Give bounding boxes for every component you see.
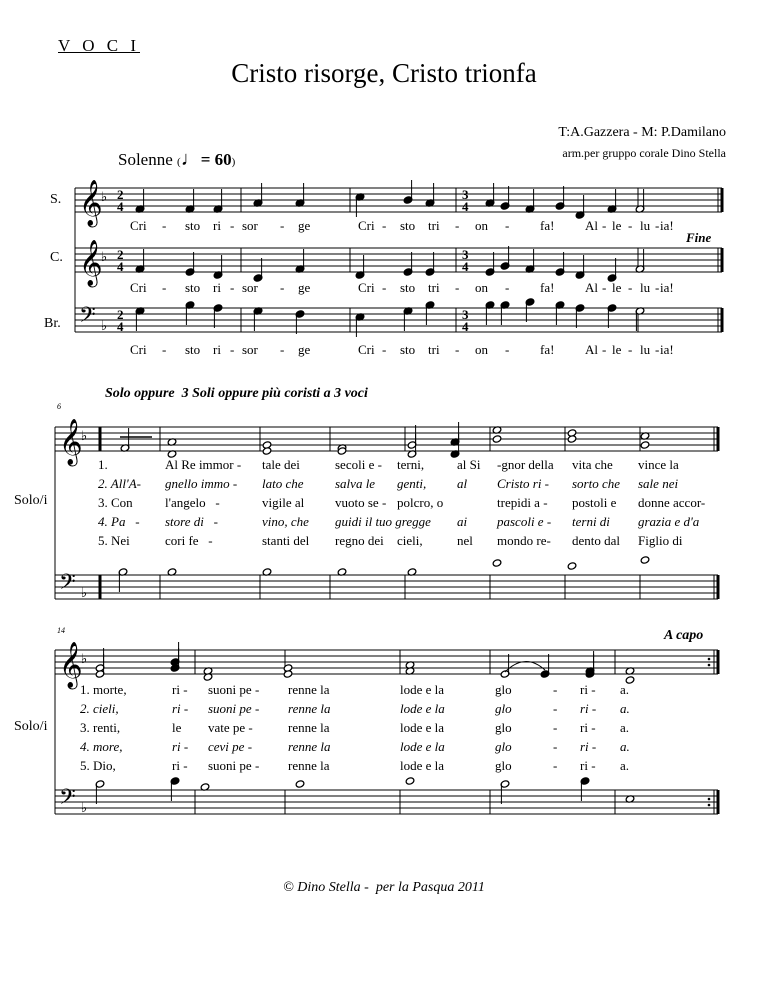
label-contralto: C. bbox=[50, 250, 63, 265]
lyric-syllable: - bbox=[628, 218, 633, 233]
lyric-syllable: ri - bbox=[580, 758, 596, 773]
lyric-syllable: - bbox=[280, 342, 285, 357]
lyric-syllable: - bbox=[628, 280, 633, 295]
lyric-syllable: ri - bbox=[580, 720, 596, 735]
lyric-syllable: - bbox=[553, 701, 558, 716]
lyric-syllable: lode e la bbox=[400, 682, 445, 697]
lyric-syllable: 4. more, bbox=[80, 739, 123, 754]
bass-clef-icon: 𝄢 bbox=[59, 785, 76, 815]
flat-key-signature-icon: ♭ bbox=[81, 429, 88, 444]
lyric-syllable: suoni pe - bbox=[208, 758, 260, 773]
lyric-syllable: glo bbox=[495, 758, 512, 773]
lyric-syllable: stanti del bbox=[262, 533, 310, 548]
lyric-syllable: ri - bbox=[580, 739, 597, 754]
tempo-paren: ( bbox=[177, 156, 181, 168]
credits-arranger: arm.per gruppo corale Dino Stella bbox=[562, 146, 726, 160]
lyric-syllable: vince la bbox=[638, 457, 679, 472]
lyric-syllable: ri - bbox=[580, 682, 596, 697]
fine-marking: Fine bbox=[686, 230, 712, 245]
lyric-syllable: Cri bbox=[358, 342, 375, 357]
lyric-syllable: - bbox=[655, 218, 660, 233]
lyric-syllable: 4. Pa - bbox=[98, 514, 140, 529]
time-signature: 4 bbox=[462, 259, 469, 274]
lyric-syllable: Cri bbox=[130, 218, 147, 233]
lyric-syllable: glo bbox=[495, 701, 512, 716]
tempo-word: Solenne bbox=[118, 150, 173, 169]
lyric-syllable: terni, bbox=[397, 457, 425, 472]
label-soprano: S. bbox=[50, 192, 62, 207]
lyric-syllable: - bbox=[162, 280, 167, 295]
lyric-syllable: - bbox=[162, 342, 167, 357]
flat-key-signature-icon: ♭ bbox=[81, 586, 88, 601]
lyric-syllable: l'angelo - bbox=[165, 495, 220, 510]
lyric-syllable: le bbox=[612, 342, 622, 357]
time-signature: 2 bbox=[117, 307, 124, 322]
measure-number: 14 bbox=[57, 626, 65, 635]
lyric-syllable: ge bbox=[298, 342, 311, 357]
lyric-syllable: - bbox=[382, 218, 387, 233]
lyric-syllable: on bbox=[475, 280, 488, 295]
lyric-syllable: lode e la bbox=[400, 739, 445, 754]
lyric-syllable: - bbox=[382, 280, 387, 295]
lyric-syllable: - bbox=[655, 280, 660, 295]
lyric-syllable: le bbox=[172, 720, 182, 735]
lyric-syllable: - bbox=[230, 280, 235, 295]
note-head bbox=[567, 435, 577, 443]
lyric-syllable: 1. bbox=[98, 457, 108, 472]
lyric-syllable: vate pe - bbox=[208, 720, 253, 735]
lyric-syllable: vino, che bbox=[262, 514, 309, 529]
lyric-syllable: 1. morte, bbox=[80, 682, 127, 697]
lyric-syllable: a. bbox=[620, 739, 630, 754]
note-head bbox=[567, 562, 577, 570]
lyric-syllable: mondo re- bbox=[497, 533, 551, 548]
time-signature: 2 bbox=[117, 187, 124, 202]
lyric-syllable: renne la bbox=[288, 682, 330, 697]
lyric-syllable: ia! bbox=[660, 280, 674, 295]
repeat-dot bbox=[708, 804, 711, 807]
lyric-syllable: polcro, o bbox=[397, 495, 444, 510]
note-head bbox=[492, 559, 502, 567]
time-signature: 4 bbox=[117, 259, 124, 274]
lyric-syllable: ri bbox=[213, 218, 221, 233]
lyric-syllable: grazia e d'a bbox=[638, 514, 700, 529]
lyric-syllable: - bbox=[505, 342, 510, 357]
lyric-syllable: fa! bbox=[540, 280, 555, 295]
quarter-note-icon: ♩ bbox=[180, 148, 201, 170]
lyric-syllable: - bbox=[553, 758, 558, 773]
lyric-syllable: terni di bbox=[572, 514, 610, 529]
lyric-syllable: - bbox=[455, 342, 460, 357]
lyric-syllable: sto bbox=[400, 218, 416, 233]
lyric-syllable: 2. All'A- bbox=[98, 476, 141, 491]
repeat-dot bbox=[708, 798, 711, 801]
lyric-syllable: ri - bbox=[172, 758, 188, 773]
lyric-syllable: vigile al bbox=[262, 495, 305, 510]
treble-clef-icon: 𝄞 bbox=[59, 419, 83, 465]
lyric-syllable: - bbox=[455, 218, 460, 233]
lyric-syllable: sor bbox=[242, 280, 258, 295]
lyric-syllable: a. bbox=[620, 720, 630, 735]
lyric-syllable: lode e la bbox=[400, 720, 445, 735]
tempo-value: = 60 bbox=[200, 150, 232, 169]
lyric-syllable: sto bbox=[400, 280, 416, 295]
lyric-syllable: ri - bbox=[172, 682, 188, 697]
lyric-syllable: Cri bbox=[130, 280, 147, 295]
lyric-syllable: le bbox=[612, 218, 622, 233]
lyric-syllable: pascoli e - bbox=[497, 514, 552, 529]
lyric-syllable: sto bbox=[185, 342, 201, 357]
lyric-syllable: - bbox=[655, 342, 660, 357]
lyric-syllable: sorto che bbox=[572, 476, 621, 491]
lyric-syllable: salva le bbox=[335, 476, 376, 491]
lyric-syllable: ri - bbox=[172, 701, 189, 716]
lyric-syllable: fa! bbox=[540, 218, 555, 233]
flat-key-signature-icon: ♭ bbox=[81, 652, 88, 667]
lyric-syllable: 3. Con bbox=[98, 495, 133, 510]
lyric-syllable: tri bbox=[428, 218, 440, 233]
lyric-syllable: genti, bbox=[397, 476, 427, 491]
tempo-paren: ) bbox=[231, 156, 236, 168]
time-signature: 3 bbox=[462, 307, 469, 322]
lyric-syllable: a. bbox=[620, 701, 630, 716]
time-signature: 4 bbox=[462, 319, 469, 334]
lyric-syllable: ai bbox=[457, 514, 468, 529]
treble-clef-icon: 𝄞 bbox=[79, 180, 103, 226]
lyric-syllable: gnello immo - bbox=[165, 476, 238, 491]
lyric-syllable: sto bbox=[185, 280, 201, 295]
lyric-syllable: sor bbox=[242, 342, 258, 357]
lyric-syllable: sto bbox=[185, 218, 201, 233]
lyric-syllable: on bbox=[475, 342, 488, 357]
lyric-syllable: - bbox=[230, 218, 235, 233]
note-head bbox=[405, 777, 415, 785]
lyric-syllable: nel bbox=[457, 533, 473, 548]
note-head bbox=[640, 441, 650, 449]
lyric-syllable: - bbox=[382, 342, 387, 357]
lyric-syllable: - bbox=[230, 342, 235, 357]
flat-key-signature-icon: ♭ bbox=[101, 190, 108, 205]
label-baritone: Br. bbox=[44, 316, 61, 331]
lyric-syllable: on bbox=[475, 218, 488, 233]
lyric-syllable: - bbox=[602, 342, 607, 357]
measure-number: 6 bbox=[57, 402, 61, 411]
lyric-syllable: Al bbox=[585, 280, 598, 295]
note-head bbox=[492, 435, 502, 443]
lyric-syllable: - bbox=[602, 280, 607, 295]
page-title: Cristo risorge, Cristo trionfa bbox=[231, 58, 537, 88]
treble-clef-icon: 𝄞 bbox=[79, 240, 103, 286]
lyric-syllable: tri bbox=[428, 342, 440, 357]
lyric-syllable: ri bbox=[213, 342, 221, 357]
lyric-syllable: Al bbox=[585, 342, 598, 357]
lyric-syllable: Al bbox=[585, 218, 598, 233]
flat-key-signature-icon: ♭ bbox=[81, 801, 88, 816]
lyric-syllable: Cri bbox=[358, 218, 375, 233]
lyric-syllable: lu bbox=[640, 280, 651, 295]
note-head bbox=[640, 556, 650, 564]
lyric-syllable: suoni pe - bbox=[208, 682, 260, 697]
lyric-syllable: regno dei bbox=[335, 533, 384, 548]
lyric-syllable: fa! bbox=[540, 342, 555, 357]
lyric-syllable: - bbox=[505, 280, 510, 295]
lyric-syllable: sor bbox=[242, 218, 258, 233]
lyric-syllable: tri bbox=[428, 280, 440, 295]
lyric-syllable: guidi il tuo gregge bbox=[335, 514, 431, 529]
lyric-syllable: suoni pe - bbox=[208, 701, 260, 716]
section-heading: Solo oppure 3 Soli oppure più coristi a 3 voci bbox=[105, 386, 368, 401]
lyric-syllable: ia! bbox=[660, 218, 674, 233]
lyric-syllable: lu bbox=[640, 342, 651, 357]
lyric-syllable: donne accor- bbox=[638, 495, 706, 510]
lyric-syllable: cori fe - bbox=[165, 533, 213, 548]
time-signature: 3 bbox=[462, 247, 469, 262]
lyric-syllable: - bbox=[553, 720, 558, 735]
tie-slur bbox=[505, 661, 545, 672]
lyric-syllable: secoli e - bbox=[335, 457, 382, 472]
lyric-syllable: - bbox=[553, 682, 558, 697]
time-signature: 4 bbox=[117, 199, 124, 214]
lyric-syllable: cieli, bbox=[397, 533, 423, 548]
lyric-syllable: - bbox=[505, 218, 510, 233]
lyric-syllable: lu bbox=[640, 218, 651, 233]
lyric-syllable: Figlio di bbox=[638, 533, 683, 548]
repeat-dot bbox=[708, 664, 711, 667]
lyric-syllable: sale nei bbox=[638, 476, 679, 491]
lyric-syllable: postoli e bbox=[572, 495, 617, 510]
lyric-syllable: ia! bbox=[660, 342, 674, 357]
lyric-syllable: -gnor della bbox=[497, 457, 554, 472]
lyric-syllable: glo bbox=[495, 720, 512, 735]
treble-clef-icon: 𝄞 bbox=[59, 642, 83, 688]
lyric-syllable: Cri bbox=[358, 280, 375, 295]
lyric-syllable: renne la bbox=[288, 739, 331, 754]
lyric-syllable: ri bbox=[213, 280, 221, 295]
time-signature: 4 bbox=[462, 199, 469, 214]
label-solo: Solo/i bbox=[14, 719, 48, 734]
lyric-syllable: lode e la bbox=[400, 758, 445, 773]
repeat-dot bbox=[708, 658, 711, 661]
lyric-syllable: renne la bbox=[288, 701, 331, 716]
lyric-syllable: ge bbox=[298, 218, 311, 233]
lyric-syllable: a. bbox=[620, 758, 630, 773]
lyric-syllable: - bbox=[602, 218, 607, 233]
lyric-syllable: dento dal bbox=[572, 533, 621, 548]
lyric-syllable: trepidi a - bbox=[497, 495, 548, 510]
lyric-syllable: ge bbox=[298, 280, 311, 295]
lyric-syllable: vuoto se - bbox=[335, 495, 387, 510]
lyric-syllable: - bbox=[628, 342, 633, 357]
lyric-syllable: ri - bbox=[172, 739, 189, 754]
lyric-syllable: - bbox=[280, 218, 285, 233]
a-capo-marking: A capo bbox=[664, 628, 704, 643]
bass-clef-icon: 𝄢 bbox=[59, 570, 76, 600]
lyric-syllable: 3. renti, bbox=[80, 720, 121, 735]
lyric-syllable: Al Re immor - bbox=[165, 457, 242, 472]
copyright-footer: © Dino Stella - per la Pasqua 2011 bbox=[283, 880, 485, 895]
note-head bbox=[295, 780, 305, 788]
lyric-syllable: al Si bbox=[457, 457, 481, 472]
lyric-syllable: renne la bbox=[288, 720, 330, 735]
lyric-syllable: sto bbox=[400, 342, 416, 357]
credits-author: T:A.Gazzera - M: P.Damilano bbox=[558, 125, 726, 140]
flat-key-signature-icon: ♭ bbox=[101, 319, 108, 334]
lyric-syllable: al bbox=[457, 476, 468, 491]
lyric-syllable: - bbox=[455, 280, 460, 295]
lyric-syllable: vita che bbox=[572, 457, 613, 472]
lyric-syllable: - bbox=[162, 218, 167, 233]
lyric-syllable: tale dei bbox=[262, 457, 300, 472]
label-solo: Solo/i bbox=[14, 493, 48, 508]
lyric-syllable: ri - bbox=[580, 701, 597, 716]
lyric-syllable: 2. cieli, bbox=[80, 701, 119, 716]
lyric-syllable: lode e la bbox=[400, 701, 445, 716]
flat-key-signature-icon: ♭ bbox=[101, 250, 108, 265]
time-signature: 3 bbox=[462, 187, 469, 202]
lyric-syllable: a. bbox=[620, 682, 630, 697]
lyric-syllable: store di - bbox=[165, 514, 218, 529]
lyric-syllable: glo bbox=[495, 682, 512, 697]
section-label: V O C I bbox=[58, 36, 140, 55]
tempo-marking bbox=[118, 148, 235, 171]
lyric-syllable: - bbox=[280, 280, 285, 295]
note-head bbox=[262, 447, 272, 455]
time-signature: 2 bbox=[117, 247, 124, 262]
lyric-syllable: le bbox=[612, 280, 622, 295]
lyric-syllable: lato che bbox=[262, 476, 304, 491]
lyric-syllable: cevi pe - bbox=[208, 739, 253, 754]
bass-clef-icon: 𝄢 bbox=[79, 303, 96, 333]
lyric-syllable: Cristo ri - bbox=[497, 476, 550, 491]
lyric-syllable: Cri bbox=[130, 342, 147, 357]
lyric-syllable: 5. Nei bbox=[98, 533, 130, 548]
lyric-syllable: 5. Dio, bbox=[80, 758, 116, 773]
lyric-syllable: - bbox=[553, 739, 558, 754]
time-signature: 4 bbox=[117, 319, 124, 334]
lyric-syllable: renne la bbox=[288, 758, 330, 773]
lyric-syllable: glo bbox=[495, 739, 512, 754]
